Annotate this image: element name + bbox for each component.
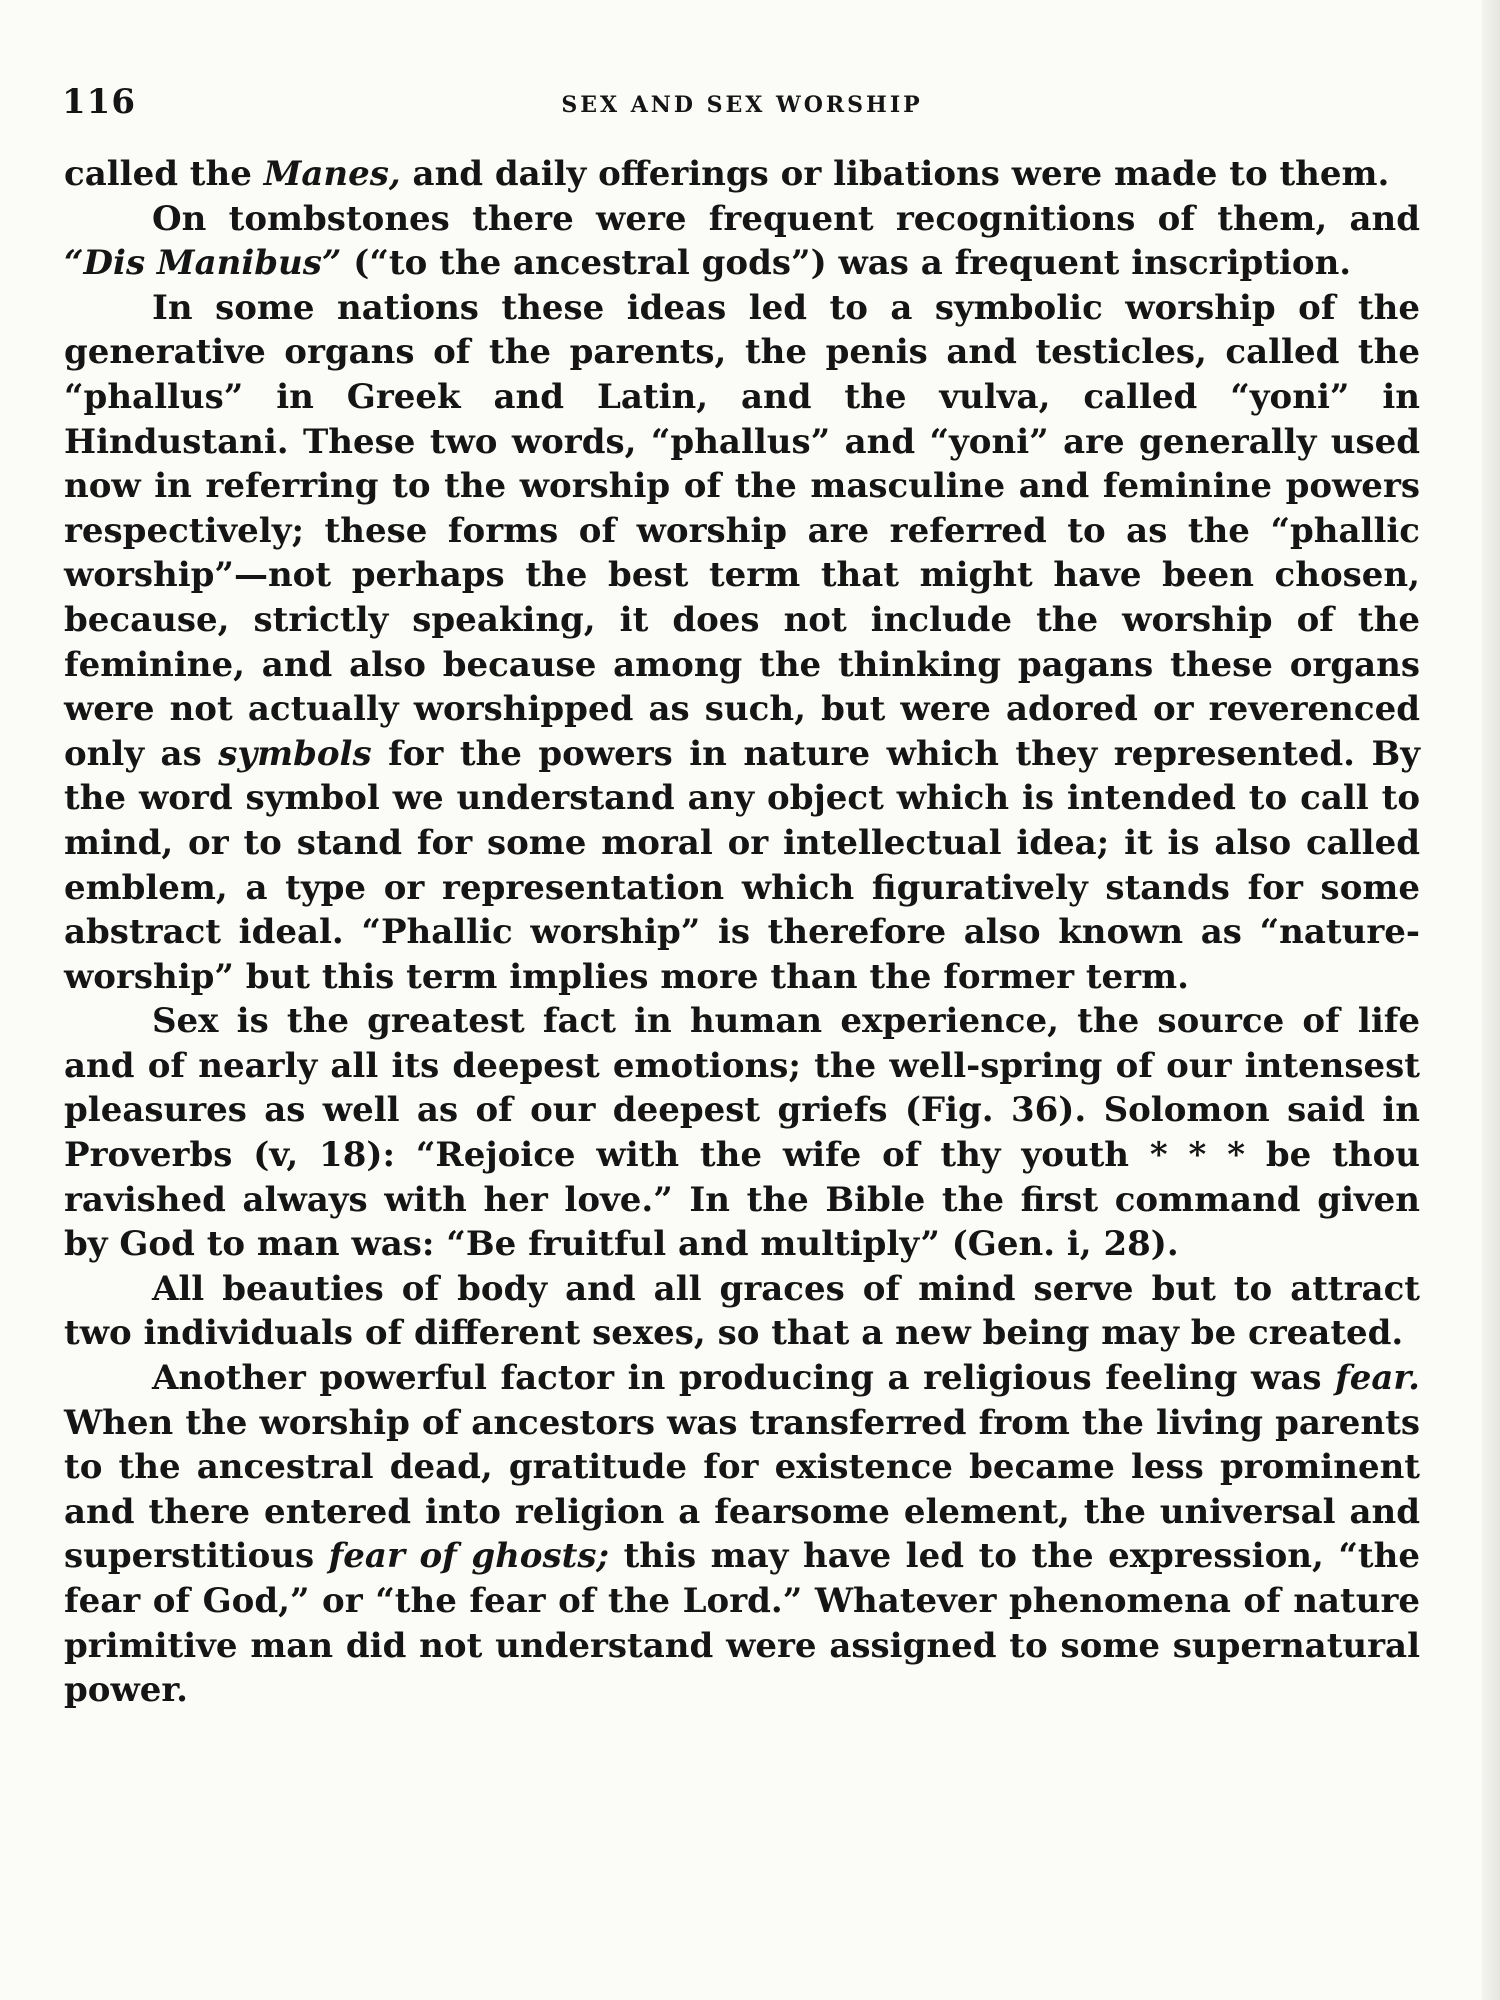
text-run: On tombstones there were frequent recognitions of them, and bbox=[152, 198, 1420, 239]
text-run: for the powers in nature which they represented. By the word symbol we understand any object which is intended to call to mind, or to stand for some moral or intellectual idea; it is also called emblem, a type or representation which figuratively stands for some abstract ideal. “Phallic worship” is therefore also known as “nature-worship” but this term implies more than the former term. bbox=[64, 733, 1420, 997]
text-run: (“to the ancestral gods”) was a frequent inscription. bbox=[341, 243, 1352, 284]
text-run: Another powerful factor in producing a religious feeling was bbox=[152, 1358, 1336, 1399]
paragraph bbox=[64, 999, 1420, 1267]
paragraph bbox=[64, 152, 1420, 197]
italic-term-manes: Manes, bbox=[263, 154, 401, 194]
page-header bbox=[62, 82, 1422, 132]
text-run: In some nations these ideas led to a symbolic worship of the generative organs of the parents, the penis and testicles, called the “phallus” in Greek and Latin, and the vulva, called “yoni” in Hindustani. These two words, “phallus” and “yoni” are generally used now in referring to the worship of the masculine and feminine powers respectively; these forms of worship are referred to as the “phallic worship”—not perhaps the best term that might have been chosen, because, strictly speaking, it does not include the worship of the feminine, and also because among the thinking pagans these organs were not actually worshipped as such, but were adored or reverenced only as bbox=[64, 287, 1420, 774]
italic-term-symbols: symbols bbox=[218, 733, 372, 774]
page-body bbox=[64, 152, 1420, 1713]
text-run: All beauties of body and all graces of mind serve but to attract two individuals of different sexes, so that a new being may be created. bbox=[64, 1268, 1420, 1354]
paragraph bbox=[64, 1267, 1420, 1356]
paragraph bbox=[64, 197, 1420, 286]
paragraph bbox=[64, 1356, 1420, 1713]
text-run: this may have led to the expression, “the fear of God,” or “the fear of the Lord.” Whatever phenomena of nature primitive man did not understand were assigned to some supernatural power. bbox=[64, 1536, 1420, 1711]
page-number: 116 bbox=[62, 82, 136, 122]
page-edge-shadow bbox=[1482, 0, 1500, 2000]
italic-term-fear: fear. bbox=[1335, 1358, 1420, 1399]
text-run: called the bbox=[64, 154, 264, 194]
italic-phrase-dis-manibus: “Dis Manibus” bbox=[64, 243, 342, 284]
text-run: and daily offerings or libations were made to them. bbox=[400, 154, 1390, 194]
italic-phrase-fear-of-ghosts: fear of ghosts; bbox=[328, 1536, 610, 1577]
paragraph bbox=[64, 286, 1420, 1000]
text-run: When the worship of ancestors was transferred from the living parents to the ancestral dead, gratitude for existence became less prominent and there entered into religion a fearsome element, the universal and superstitious bbox=[64, 1402, 1420, 1577]
running-head: SEX AND SEX WORSHIP bbox=[561, 92, 923, 118]
text-run: Sex is the greatest fact in human experience, the source of life and of nearly all its deepest emotions; the well-spring of our intensest pleasures as well as of our deepest griefs (Fig. 36). Solomon said in Proverbs (v, 18): “Rejoice with the wife of thy youth * * * be thou ravished always with her love.” In the Bible the first command given by God to man was: “Be fruitful and multiply” (Gen. i, 28). bbox=[64, 1001, 1420, 1265]
